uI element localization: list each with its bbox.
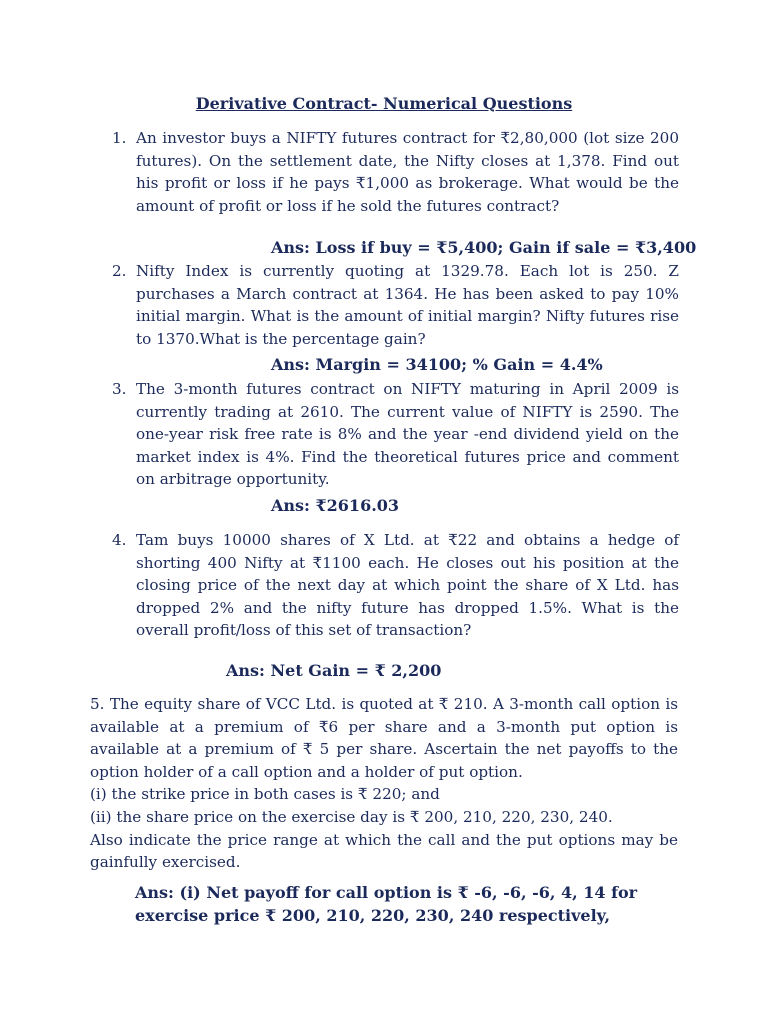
question-3-text: The 3-month futures contract on NIFTY maturing in April 2009 is currently trading at 2610. The current value of NIFTY is 2590. The one-year risk free rate is 8% and the year -end dividend yield on the market index is 4%. Find the theoretical futures price and comment on arbitrage opportunity. (136, 380, 679, 489)
question-5-part-i: (i) the strike price in both cases is ₹ 220; and (90, 785, 440, 804)
page-title: Derivative Contract- Numerical Questions (195, 94, 573, 113)
question-4-answer: Ans: Net Gain = ₹ 2,200 (226, 661, 442, 680)
question-5-part-ii: (ii) the share price on the exercise day is ₹ 200, 210, 220, 230, 240. (90, 807, 613, 826)
question-1-answer: Ans: Loss if buy = ₹5,400; Gain if sale = ₹3,400 (271, 238, 697, 257)
question-3-number: 3. (112, 380, 127, 398)
question-3-answer: Ans: ₹2616.03 (271, 496, 400, 515)
question-2-text: Nifty Index is currently quoting at 1329.78. Each lot is 250. Z purchases a March contract at 1364. He has been asked to pay 10% initial margin. What is the amount of initial margin? Nifty futures rise to 1370.What is the percentage gain? (136, 262, 679, 348)
question-1-number: 1. (112, 129, 127, 147)
question-1-text: An investor buys a NIFTY futures contract for ₹2,80,000 (lot size 200 futures). On the settlement date, the Nifty closes at 1,378. Find out his profit or loss if he pays ₹1,000 as brokerage. What would be the amount of profit or loss if he sold the futures contract? (136, 129, 679, 215)
question-5-closing: Also indicate the price range at which the call and the put options may be gainfully exercised. (90, 830, 678, 872)
question-5 (90, 693, 678, 874)
question-5-intro: 5. The equity share of VCC Ltd. is quoted at ₹ 210. A 3-month call option is available at a premium of ₹6 per share and a 3-month put option is available at a premium of ₹ 5 per share. Ascertain the net payoffs to the option holder of a call option and a holder of put option. (90, 695, 678, 781)
question-2-number: 2. (112, 262, 127, 280)
question-4-number: 4. (112, 531, 127, 549)
question-5-answer: Ans: (i) Net payoff for call option is ₹ -6, -6, -6, 4, 14 for exercise price ₹ 200, 210, 220, 230, 240 respectively, (135, 883, 638, 925)
question-2-answer: Ans: Margin = 34100; % Gain = 4.4% (271, 355, 603, 374)
question-4-text: Tam buys 10000 shares of X Ltd. at ₹22 and obtains a hedge of shorting 400 Nifty at ₹1100 each. He closes out his position at the closing price of the next day at which point the share of X Ltd. has dropped 2% and the nifty future has dropped 1.5%. What is the overall profit/loss of this set of transaction? (136, 531, 679, 640)
